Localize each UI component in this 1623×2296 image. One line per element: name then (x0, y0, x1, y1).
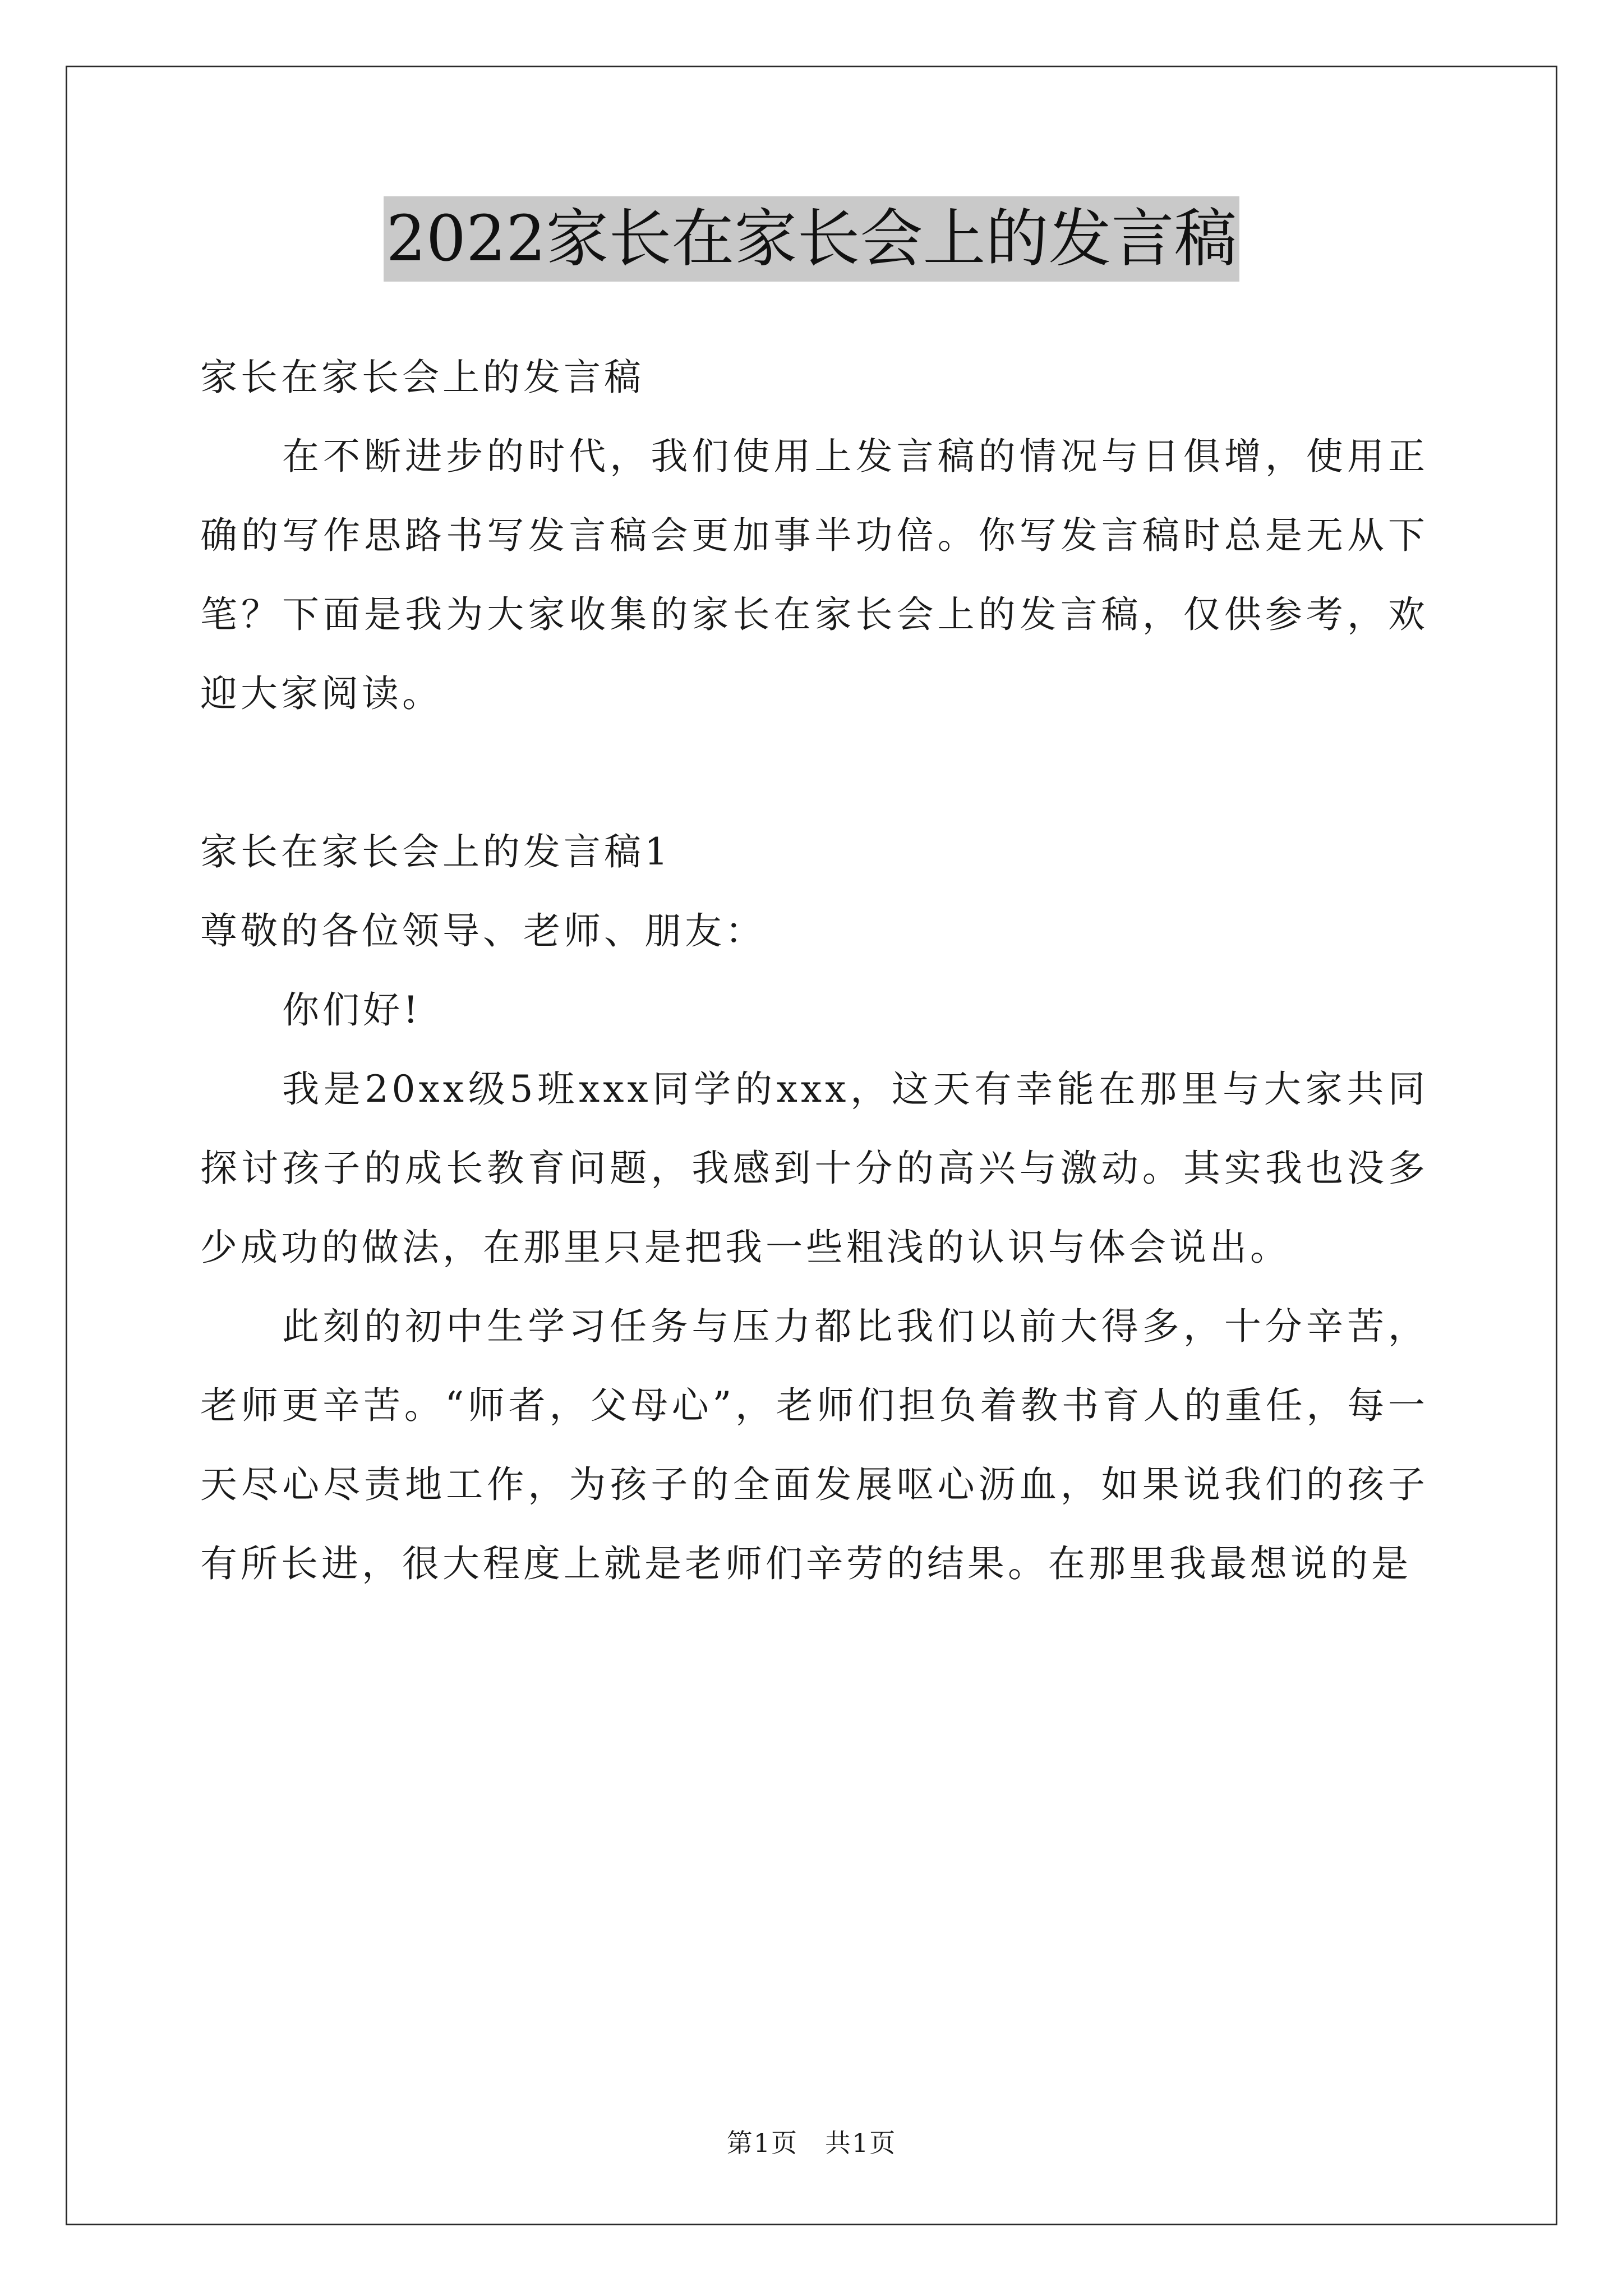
document-title: 2022家长在家长会上的发言稿 (384, 196, 1239, 282)
salutation: 尊敬的各位领导、老师、朋友： (200, 909, 766, 953)
title-container (0, 196, 1623, 282)
body-paragraph-1: 我是20xx级5班xxx同学的xxx，这天有幸能在那里与大家共同探讨孩子的成长教育问题，我感到十分的高兴与激动。其实我也没多少成功的做法，在那里只是把我一些粗浅的认识与体会说出。 (200, 1068, 1428, 1269)
greeting: 你们好! (282, 988, 422, 1032)
subtitle-paragraph: 家长在家长会上的发言稿 (200, 356, 644, 399)
document-body (200, 338, 1428, 1603)
blank-line (200, 733, 1428, 812)
intro-paragraph: 在不断进步的时代，我们使用上发言稿的情况与日俱增，使用正确的写作思路书写发言稿会更加事半功倍。你写发言稿时总是无从下笔？下面是我为大家收集的家长在家长会上的发言稿，仅供参考，欢迎大家阅读。 (200, 435, 1428, 715)
page-footer: 第1页 共1页 (726, 2128, 897, 2158)
section-heading: 家长在家长会上的发言稿1 (200, 830, 671, 873)
body-paragraph-2: 此刻的初中生学习任务与压力都比我们以前大得多，十分辛苦，老师更辛苦。“师者，父母心”，老师们担负着教书育人的重任，每一天尽心尽责地工作，为孩子的全面发展呕心沥血，如果说我们的孩子有所长进，很大程度上就是老师们辛劳的结果。在那里我最想说的是 (200, 1305, 1428, 1585)
